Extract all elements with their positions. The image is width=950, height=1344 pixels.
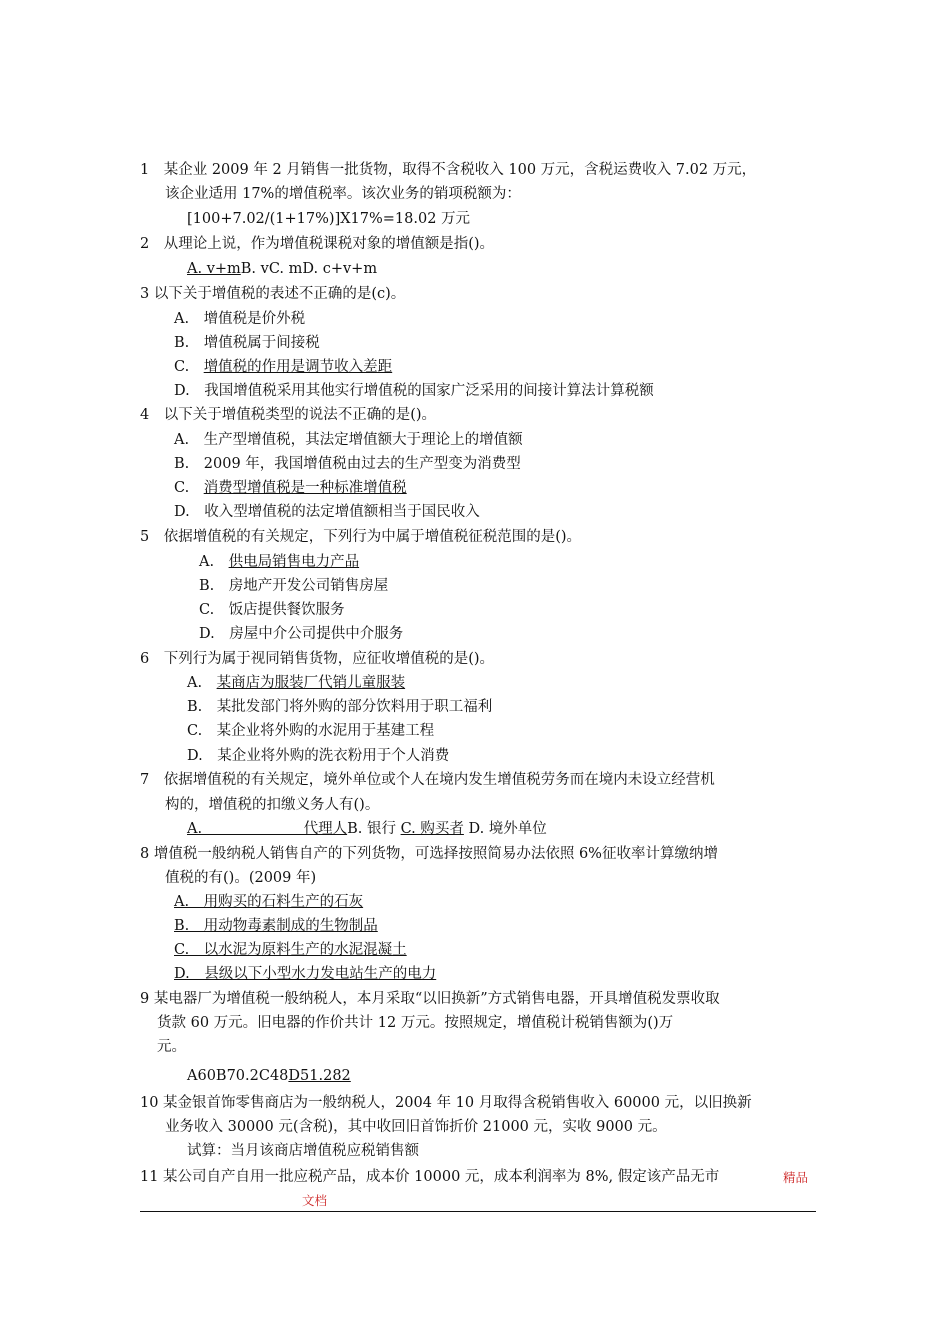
- q8-line1: 8 增值税一般纳税人销售自产的下列货物，可选择按照简易办法依照 6%征收率计算缴纳增: [140, 846, 718, 862]
- q4-option-a: A. 生产型增值税，其法定增值额大于理论上的增值额: [174, 432, 523, 448]
- q8-line2: 值税的有()。(2009 年): [165, 870, 317, 886]
- q4-option-d: D. 收入型增值税的法定增值额相当于国民收入: [174, 504, 480, 520]
- q4-answer: 消费型增值税是一种标准增值税: [203, 480, 407, 496]
- q5-option-b: B. 房地产开发公司销售房屋: [199, 578, 389, 594]
- q2-options: [187, 259, 377, 279]
- q6-option-d: D. 某企业将外购的洗衣粉用于个人消费: [187, 748, 450, 764]
- q9-options-abc: A60B70.2C48: [187, 1068, 289, 1084]
- q3-option-d: D. 我国增值税采用其他实行增值税的国家广泛采用的间接计算法计算税额: [174, 383, 654, 399]
- watermark-line2: 文档: [302, 1193, 328, 1208]
- q5-stem: 5 依据增值税的有关规定，下列行为中属于增值税征税范围的是()。: [140, 529, 582, 545]
- footer-rule: [140, 1211, 816, 1212]
- q4-option-b: B. 2009 年，我国增值税由过去的生产型变为消费型: [174, 456, 521, 472]
- q7-option-d: D. 境外单位: [463, 821, 547, 837]
- q2-stem: 2 从理论上说，作为增值税课税对象的增值额是指()。: [140, 236, 495, 252]
- q9-line3: 元。: [157, 1039, 186, 1055]
- q4-stem: 4 以下关于增值税类型的说法不正确的是()。: [140, 407, 437, 423]
- q4-option-c-letter: C.: [174, 480, 204, 496]
- q6-option-a: [187, 673, 405, 693]
- q5-option-a-letter: A.: [199, 554, 229, 570]
- q6-option-c: C. 某企业将外购的水泥用于基建工程: [187, 723, 435, 739]
- q4-option-c: [174, 478, 407, 498]
- q7-options: [187, 819, 547, 839]
- q10-line3: 试算：当月该商店增值税应税销售额: [187, 1143, 419, 1159]
- q7-answer: A. 代理人: [187, 821, 348, 837]
- q6-option-b: B. 某批发部门将外购的部分饮料用于职工福利: [187, 699, 493, 715]
- q2-other-options: B. vC. mD. c+v+m: [240, 261, 378, 277]
- q8-option-a: A. 用购买的石料生产的石灰: [174, 894, 364, 910]
- q5-option-d: D. 房屋中介公司提供中介服务: [199, 626, 404, 642]
- q3-stem: 3 以下关于增值税的表述不正确的是(c)。: [140, 286, 406, 302]
- q9-line1: 9 某电器厂为增值税一般纳税人，本月采取“以旧换新”方式销售电器，开具增值税发票收取: [140, 991, 720, 1007]
- q9-answer: D51.282: [288, 1068, 351, 1084]
- q8-option-b: B. 用动物毒素制成的生物制品: [174, 918, 378, 934]
- q5-answer: 供电局销售电力产品: [228, 554, 360, 570]
- q3-option-a: A. 增值税是价外税: [174, 311, 306, 327]
- q2-answer: A. v+m: [187, 261, 241, 277]
- q11-line1: 11 某公司自产自用一批应税产品，成本价 10000 元，成本利润率为 8%, 假定该产品无市: [140, 1169, 720, 1185]
- q1-formula: [100+7.02/(1+17%)]X17%=18.02 万元: [187, 211, 471, 227]
- q10-line2: 业务收入 30000 元(含税)，其中收回旧首饰折价 21000 元，实收 9000 元。: [165, 1119, 667, 1135]
- q6-stem: 6 下列行为属于视同销售货物，应征收增值税的是()。: [140, 651, 495, 667]
- q8-option-d: D. 县级以下小型水力发电站生产的电力: [174, 966, 437, 982]
- q7-option-c: C. 购买者: [400, 821, 464, 837]
- q5-option-a: [199, 552, 359, 572]
- q3-answer: 增值税的作用是调节收入差距: [203, 359, 393, 375]
- q9-options: [187, 1066, 351, 1086]
- watermark-line1: 精品: [783, 1170, 809, 1185]
- q7-line1: 7 依据增值税的有关规定，境外单位或个人在境内发生增值税劳务而在境内未设立经营机: [140, 772, 715, 788]
- q6-option-a-letter: A.: [187, 675, 217, 691]
- q5-option-c: C. 饭店提供餐饮服务: [199, 602, 345, 618]
- q8-option-c: C. 以水泥为原料生产的水泥混凝土: [174, 942, 407, 958]
- q9-line2: 货款 60 万元。旧电器的作价共计 12 万元。按照规定，增值税计税销售额为()万: [157, 1015, 674, 1031]
- q6-answer: 某商店为服装厂代销儿童服装: [216, 675, 406, 691]
- q3-option-b: B. 增值税属于间接税: [174, 335, 320, 351]
- q7-option-b: B. 银行: [347, 821, 401, 837]
- q10-line1: 10 某金银首饰零售商店为一般纳税人，2004 年 10 月取得含税销售收入 60000 元，以旧换新: [140, 1095, 752, 1111]
- q1-line1: 1 某企业 2009 年 2 月销售一批货物，取得不含税收入 100 万元，含税运费收入 7.02 万元，: [140, 162, 757, 178]
- q7-line2: 构的，增值税的扣缴义务人有()。: [165, 797, 380, 813]
- q3-option-c: [174, 357, 392, 377]
- q3-option-c-letter: C.: [174, 359, 204, 375]
- q1-line2: 该企业适用 17%的增值税率。该次业务的销项税额为：: [165, 186, 521, 202]
